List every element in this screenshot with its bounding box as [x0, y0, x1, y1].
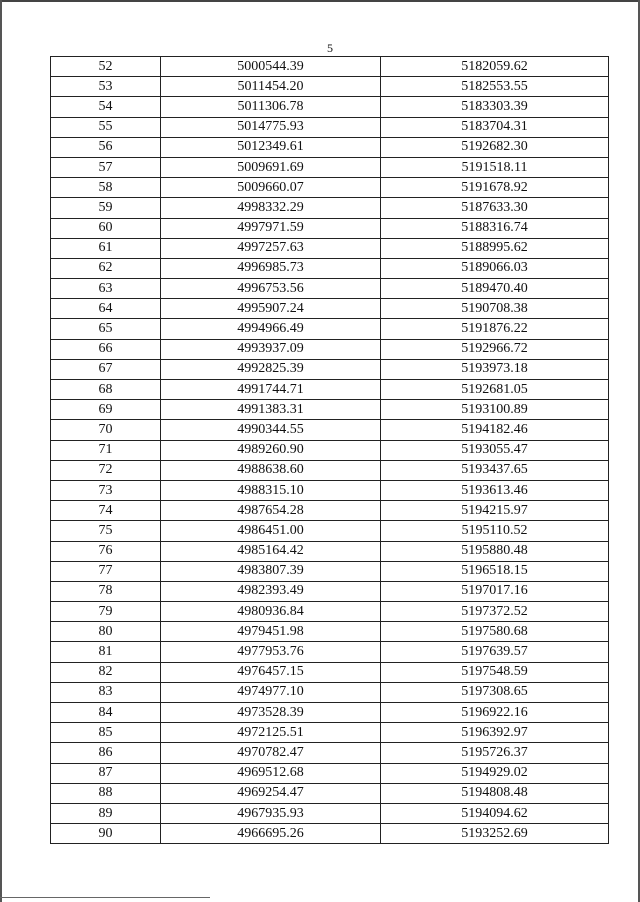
point-number-cell: 62 — [51, 258, 161, 278]
x-coordinate-cell: 4998332.29 — [161, 198, 381, 218]
footer-line — [0, 897, 210, 898]
table-row — [51, 763, 609, 783]
x-coordinate-cell: 4994966.49 — [161, 319, 381, 339]
table-row — [51, 723, 609, 743]
point-number-cell: 81 — [51, 642, 161, 662]
y-coordinate-cell: 5191876.22 — [381, 319, 609, 339]
y-coordinate-cell: 5197372.52 — [381, 602, 609, 622]
table-row — [51, 682, 609, 702]
point-number-cell: 67 — [51, 359, 161, 379]
x-coordinate-cell: 4967935.93 — [161, 803, 381, 823]
x-coordinate-cell: 4983807.39 — [161, 561, 381, 581]
point-number-cell: 75 — [51, 521, 161, 541]
y-coordinate-cell: 5194182.46 — [381, 420, 609, 440]
table-row — [51, 460, 609, 480]
table-row — [51, 743, 609, 763]
point-number-cell: 59 — [51, 198, 161, 218]
point-number-cell: 84 — [51, 703, 161, 723]
y-coordinate-cell: 5194094.62 — [381, 803, 609, 823]
y-coordinate-cell: 5189066.03 — [381, 258, 609, 278]
point-number-cell: 60 — [51, 218, 161, 238]
x-coordinate-cell: 4985164.42 — [161, 541, 381, 561]
table-row — [51, 238, 609, 258]
y-coordinate-cell: 5182059.62 — [381, 57, 609, 77]
table-row — [51, 642, 609, 662]
x-coordinate-cell: 4987654.28 — [161, 501, 381, 521]
table-row — [51, 380, 609, 400]
x-coordinate-cell: 4972125.51 — [161, 723, 381, 743]
x-coordinate-cell: 4996985.73 — [161, 258, 381, 278]
point-number-cell: 52 — [51, 57, 161, 77]
y-coordinate-cell: 5189470.40 — [381, 279, 609, 299]
y-coordinate-cell: 5191678.92 — [381, 178, 609, 198]
x-coordinate-cell: 4980936.84 — [161, 602, 381, 622]
point-number-cell: 64 — [51, 299, 161, 319]
table-row — [51, 541, 609, 561]
y-coordinate-cell: 5193613.46 — [381, 480, 609, 500]
y-coordinate-cell: 5197639.57 — [381, 642, 609, 662]
point-number-cell: 54 — [51, 97, 161, 117]
table-row — [51, 400, 609, 420]
point-number-cell: 87 — [51, 763, 161, 783]
y-coordinate-cell: 5194929.02 — [381, 763, 609, 783]
table-row — [51, 480, 609, 500]
y-coordinate-cell: 5194808.48 — [381, 783, 609, 803]
table-row — [51, 258, 609, 278]
table-row — [51, 703, 609, 723]
x-coordinate-cell: 4992825.39 — [161, 359, 381, 379]
point-number-cell: 83 — [51, 682, 161, 702]
point-number-cell: 61 — [51, 238, 161, 258]
x-coordinate-cell: 4969254.47 — [161, 783, 381, 803]
y-coordinate-cell: 5192682.30 — [381, 137, 609, 157]
table-row — [51, 521, 609, 541]
y-coordinate-cell: 5195110.52 — [381, 521, 609, 541]
table-row — [51, 157, 609, 177]
x-coordinate-cell: 5012349.61 — [161, 137, 381, 157]
point-number-cell: 86 — [51, 743, 161, 763]
point-number-cell: 58 — [51, 178, 161, 198]
x-coordinate-cell: 4977953.76 — [161, 642, 381, 662]
point-number-cell: 82 — [51, 662, 161, 682]
y-coordinate-cell: 5197548.59 — [381, 662, 609, 682]
table-row — [51, 561, 609, 581]
point-number-cell: 74 — [51, 501, 161, 521]
table-row — [51, 218, 609, 238]
y-coordinate-cell: 5194215.97 — [381, 501, 609, 521]
table-row — [51, 359, 609, 379]
table-row — [51, 783, 609, 803]
table-row — [51, 440, 609, 460]
table-row — [51, 824, 609, 844]
point-number-cell: 77 — [51, 561, 161, 581]
coordinates-table-body — [51, 57, 609, 844]
point-number-cell: 69 — [51, 400, 161, 420]
x-coordinate-cell: 4997257.63 — [161, 238, 381, 258]
y-coordinate-cell: 5196392.97 — [381, 723, 609, 743]
x-coordinate-cell: 4991744.71 — [161, 380, 381, 400]
y-coordinate-cell: 5187633.30 — [381, 198, 609, 218]
point-number-cell: 85 — [51, 723, 161, 743]
y-coordinate-cell: 5188316.74 — [381, 218, 609, 238]
table-row — [51, 803, 609, 823]
point-number-cell: 65 — [51, 319, 161, 339]
table-row — [51, 137, 609, 157]
x-coordinate-cell: 4993937.09 — [161, 339, 381, 359]
x-coordinate-cell: 4976457.15 — [161, 662, 381, 682]
x-coordinate-cell: 4989260.90 — [161, 440, 381, 460]
point-number-cell: 72 — [51, 460, 161, 480]
y-coordinate-cell: 5192681.05 — [381, 380, 609, 400]
y-coordinate-cell: 5197017.16 — [381, 581, 609, 601]
y-coordinate-cell: 5183303.39 — [381, 97, 609, 117]
coordinates-table — [50, 56, 609, 844]
point-number-cell: 56 — [51, 137, 161, 157]
point-number-cell: 76 — [51, 541, 161, 561]
x-coordinate-cell: 4988315.10 — [161, 480, 381, 500]
table-row — [51, 77, 609, 97]
page-edge-left — [0, 0, 2, 902]
table-row — [51, 97, 609, 117]
table-row — [51, 622, 609, 642]
y-coordinate-cell: 5196518.15 — [381, 561, 609, 581]
x-coordinate-cell: 4970782.47 — [161, 743, 381, 763]
x-coordinate-cell: 4996753.56 — [161, 279, 381, 299]
x-coordinate-cell: 4966695.26 — [161, 824, 381, 844]
x-coordinate-cell: 4997971.59 — [161, 218, 381, 238]
y-coordinate-cell: 5188995.62 — [381, 238, 609, 258]
table-row — [51, 319, 609, 339]
x-coordinate-cell: 5000544.39 — [161, 57, 381, 77]
table-row — [51, 339, 609, 359]
table-row — [51, 117, 609, 137]
point-number-cell: 55 — [51, 117, 161, 137]
table-row — [51, 662, 609, 682]
y-coordinate-cell: 5195726.37 — [381, 743, 609, 763]
point-number-cell: 79 — [51, 602, 161, 622]
table-row — [51, 198, 609, 218]
point-number-cell: 70 — [51, 420, 161, 440]
point-number-cell: 73 — [51, 480, 161, 500]
x-coordinate-cell: 5009660.07 — [161, 178, 381, 198]
point-number-cell: 88 — [51, 783, 161, 803]
y-coordinate-cell: 5193252.69 — [381, 824, 609, 844]
x-coordinate-cell: 4973528.39 — [161, 703, 381, 723]
y-coordinate-cell: 5193437.65 — [381, 460, 609, 480]
point-number-cell: 66 — [51, 339, 161, 359]
table-row — [51, 299, 609, 319]
y-coordinate-cell: 5190708.38 — [381, 299, 609, 319]
table-row — [51, 501, 609, 521]
y-coordinate-cell: 5195880.48 — [381, 541, 609, 561]
y-coordinate-cell: 5196922.16 — [381, 703, 609, 723]
point-number-cell: 71 — [51, 440, 161, 460]
point-number-cell: 78 — [51, 581, 161, 601]
y-coordinate-cell: 5193055.47 — [381, 440, 609, 460]
y-coordinate-cell: 5193100.89 — [381, 400, 609, 420]
x-coordinate-cell: 4988638.60 — [161, 460, 381, 480]
point-number-cell: 57 — [51, 157, 161, 177]
x-coordinate-cell: 4995907.24 — [161, 299, 381, 319]
point-number-cell: 80 — [51, 622, 161, 642]
x-coordinate-cell: 4986451.00 — [161, 521, 381, 541]
point-number-cell: 53 — [51, 77, 161, 97]
point-number-cell: 90 — [51, 824, 161, 844]
x-coordinate-cell: 4974977.10 — [161, 682, 381, 702]
x-coordinate-cell: 5011454.20 — [161, 77, 381, 97]
y-coordinate-cell: 5193973.18 — [381, 359, 609, 379]
table-row — [51, 279, 609, 299]
point-number-cell: 63 — [51, 279, 161, 299]
x-coordinate-cell: 4990344.55 — [161, 420, 381, 440]
y-coordinate-cell: 5182553.55 — [381, 77, 609, 97]
y-coordinate-cell: 5197580.68 — [381, 622, 609, 642]
x-coordinate-cell: 5011306.78 — [161, 97, 381, 117]
point-number-cell: 68 — [51, 380, 161, 400]
page-number: 5 — [327, 41, 333, 55]
x-coordinate-cell: 5009691.69 — [161, 157, 381, 177]
page-edge-top — [0, 0, 640, 2]
x-coordinate-cell: 4991383.31 — [161, 400, 381, 420]
table-row — [51, 178, 609, 198]
table-row — [51, 57, 609, 77]
table-row — [51, 581, 609, 601]
y-coordinate-cell: 5191518.11 — [381, 157, 609, 177]
y-coordinate-cell: 5197308.65 — [381, 682, 609, 702]
y-coordinate-cell: 5183704.31 — [381, 117, 609, 137]
x-coordinate-cell: 4969512.68 — [161, 763, 381, 783]
point-number-cell: 89 — [51, 803, 161, 823]
x-coordinate-cell: 4979451.98 — [161, 622, 381, 642]
table-row — [51, 602, 609, 622]
x-coordinate-cell: 4982393.49 — [161, 581, 381, 601]
x-coordinate-cell: 5014775.93 — [161, 117, 381, 137]
y-coordinate-cell: 5192966.72 — [381, 339, 609, 359]
table-row — [51, 420, 609, 440]
